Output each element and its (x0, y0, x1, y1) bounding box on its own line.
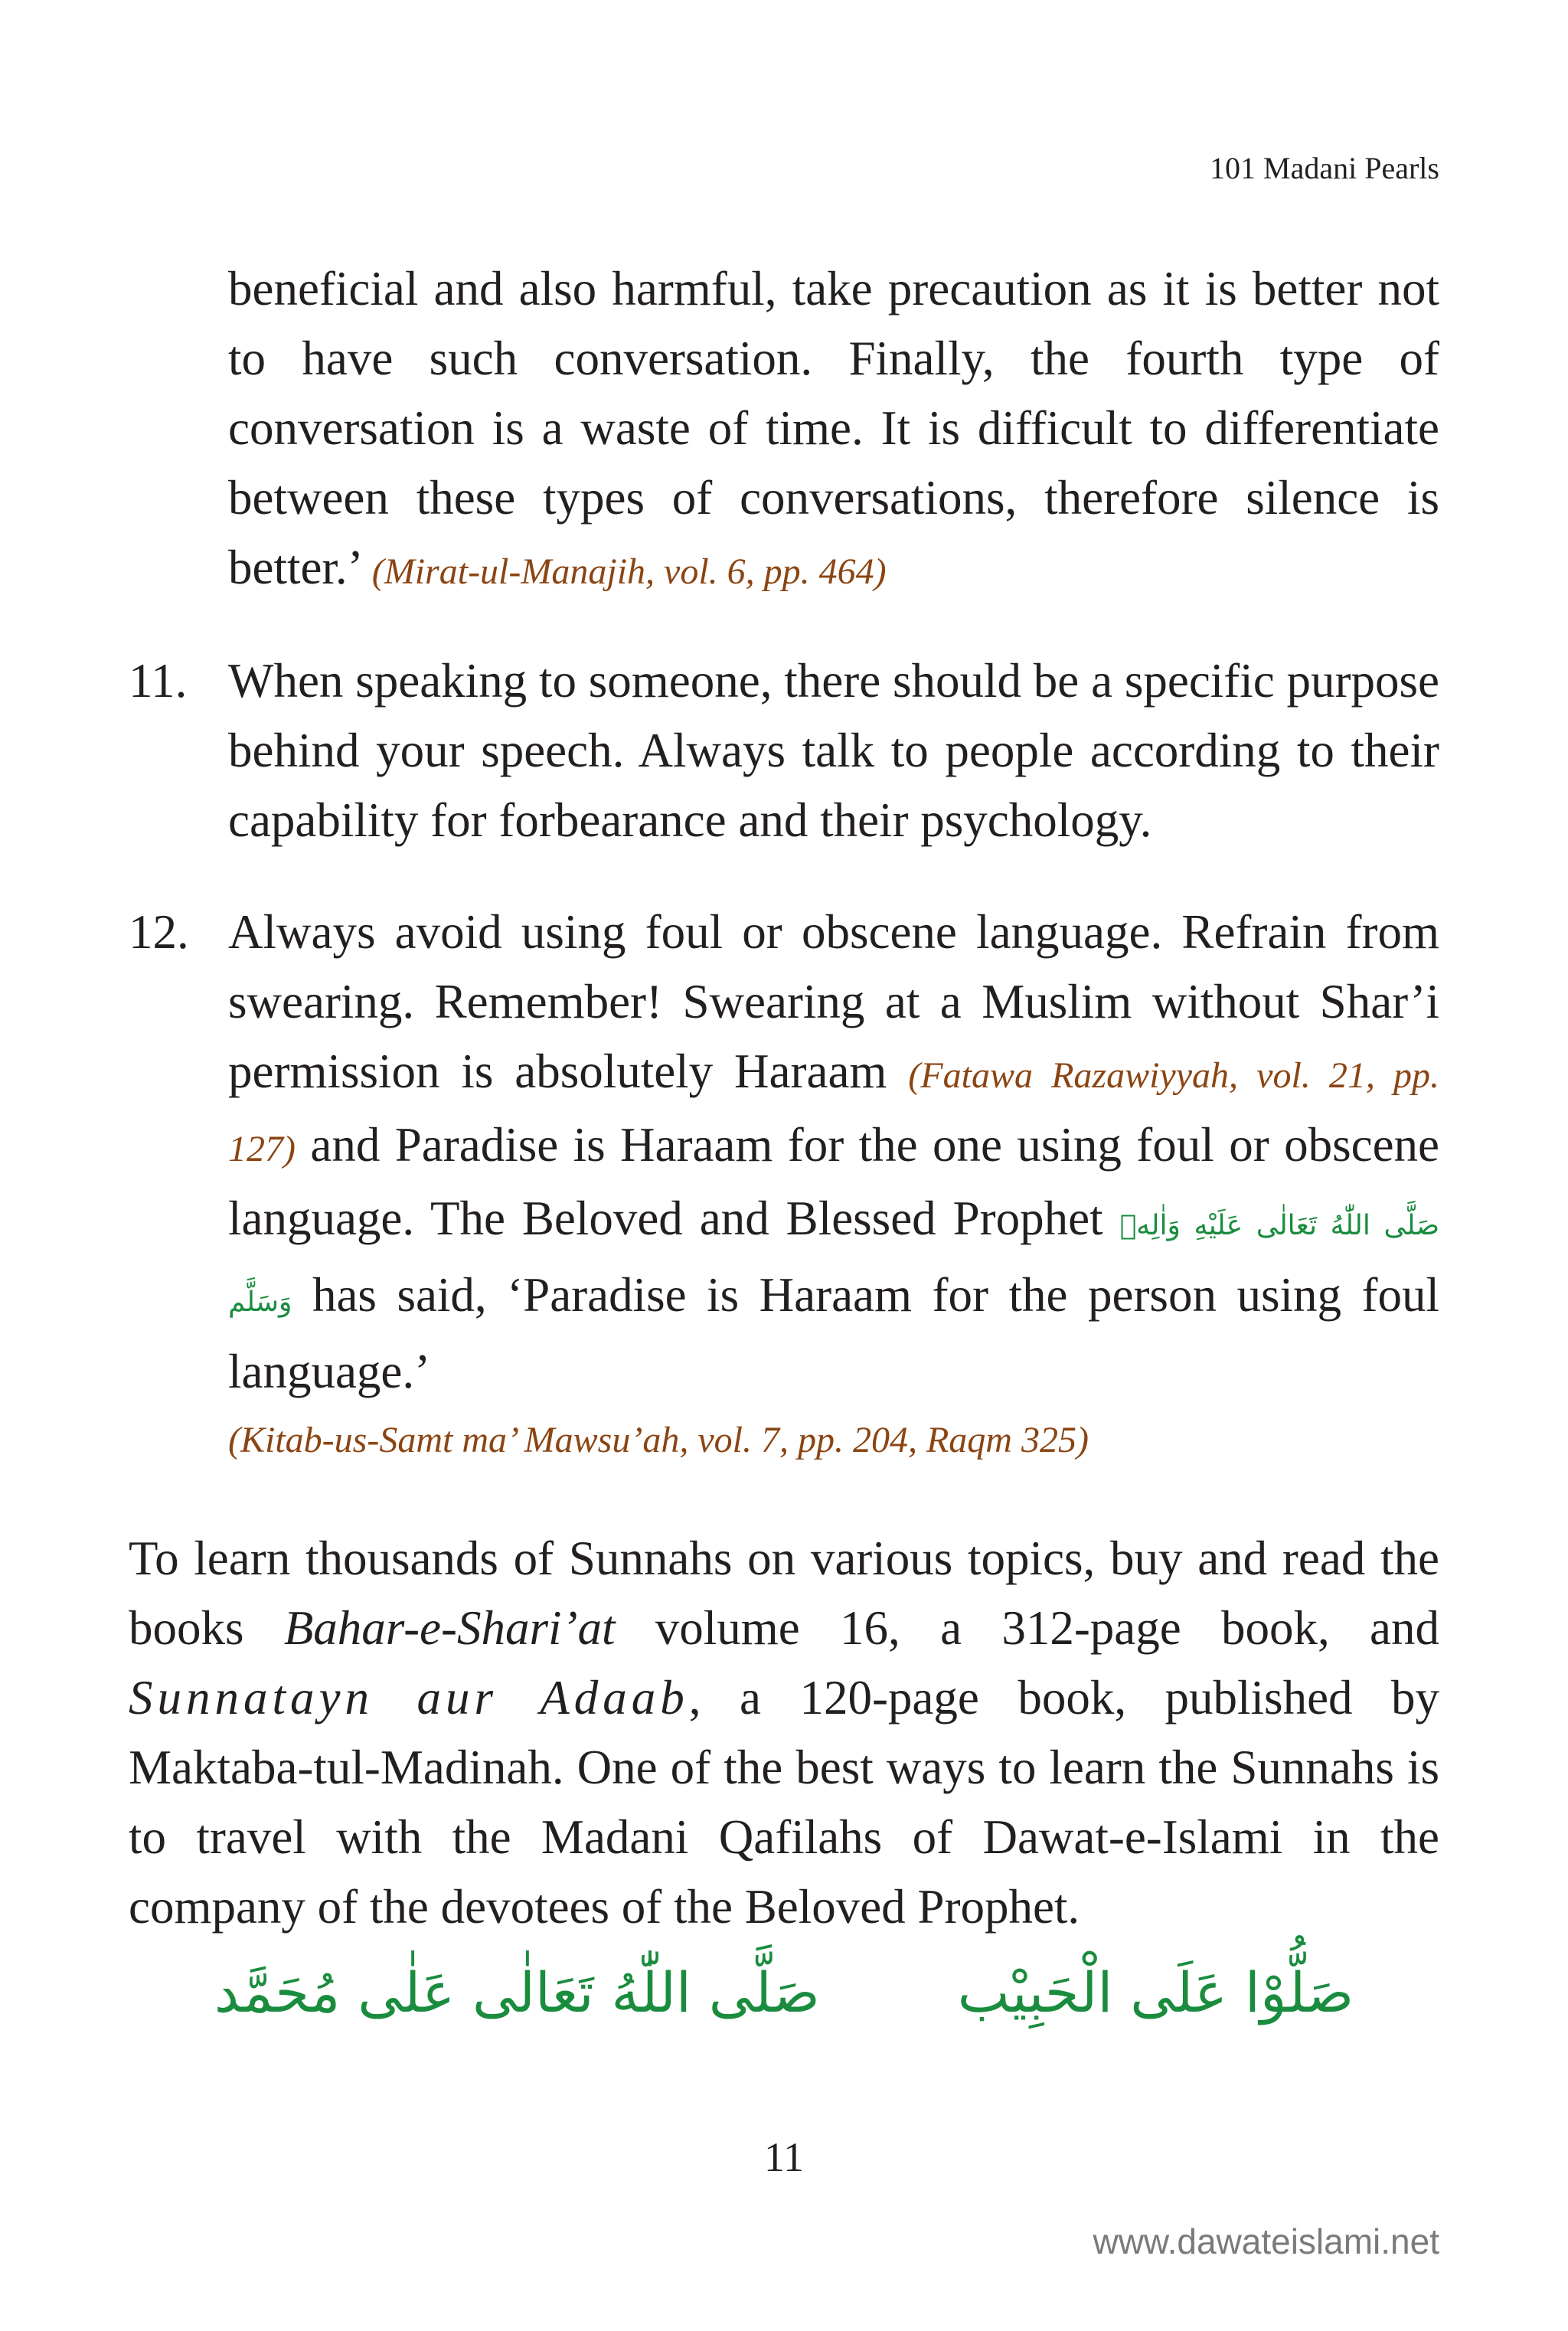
book-title-bahar: Bahar-e-Shari’at (283, 1601, 616, 1655)
item-12-part3: has said, ‘Paradise is Haraam for the person using foul language.’ (228, 1268, 1439, 1398)
reference-fatawa: (Fatawa Razawiyyah, vol. 21, pp. 127) (228, 1055, 1440, 1169)
item-12-part1: Always avoid using foul or obscene language. Refrain from swearing. Remember! Swearing at a Muslim without Shar’i permission is absolutely Haraam (228, 905, 1439, 1098)
item-12-text (228, 897, 1439, 1407)
reference-mirat: (Mirat-ul-Manajih, vol. 6, pp. 464) (371, 551, 887, 592)
salutation-right: صَلُّوْا عَلَى الْحَبِيْب (957, 1960, 1354, 2025)
continuation-paragraph (228, 254, 1439, 606)
arabic-honorific: صَلَّى اللّٰهُ تَعَالٰى عَلَيْهِ وَاٰلِهٖ وَسَلَّم (228, 1210, 1440, 1318)
book-title-sunnatayn: Sunnatayn aur Adaab (129, 1671, 689, 1725)
closing-paragraph (129, 1524, 1439, 1942)
website-link[interactable]: www.dawateislami.net (1093, 2221, 1439, 2261)
reference-kitab-block (228, 1401, 1439, 1475)
reference-kitab: (Kitab-us-Samt ma’ Mawsu’ah, vol. 7, pp. 204, Raqm 325) (228, 1420, 1089, 1460)
closing-part3: , a 120-page book, published by Maktaba-tul-Madinah. One of the best ways to learn the Sunnahs is to travel with the Madani Qafilahs of Dawat-e-Islami in the company of the devotees of the Beloved Prophet. (129, 1671, 1440, 1934)
page-number: 11 (764, 2134, 804, 2180)
item-number-11: 11. (129, 654, 188, 708)
continuation-text: beneficial and also harmful, take precaution as it is better not to have such conversation. Finally, the fourth type of conversation is a waste of time. It is difficult to differentiate between these types of conversations, therefore silence is better.’ (228, 262, 1439, 594)
item-12-part2: and Paradise is Haraam for the one using foul or obscene language. The Beloved and Blessed Prophet (228, 1118, 1439, 1245)
closing-part1: To learn thousands of Sunnahs on various topics, buy and read the books (129, 1532, 1439, 1655)
item-number-12: 12. (129, 905, 189, 959)
salutation-left: صَلَّى اللّٰهُ تَعَالٰى عَلٰى مُحَمَّد (214, 1960, 820, 2025)
durood-salutation (0, 1960, 1568, 2025)
item-11-text: When speaking to someone, there should be a specific purpose behind your speech. Always talk to people according to their capability for forbearance and their psychology. (228, 654, 1439, 847)
closing-part2: volume 16, a 312-page book, and (655, 1601, 1440, 1655)
running-header: 101 Madani Pearls (1210, 151, 1439, 185)
